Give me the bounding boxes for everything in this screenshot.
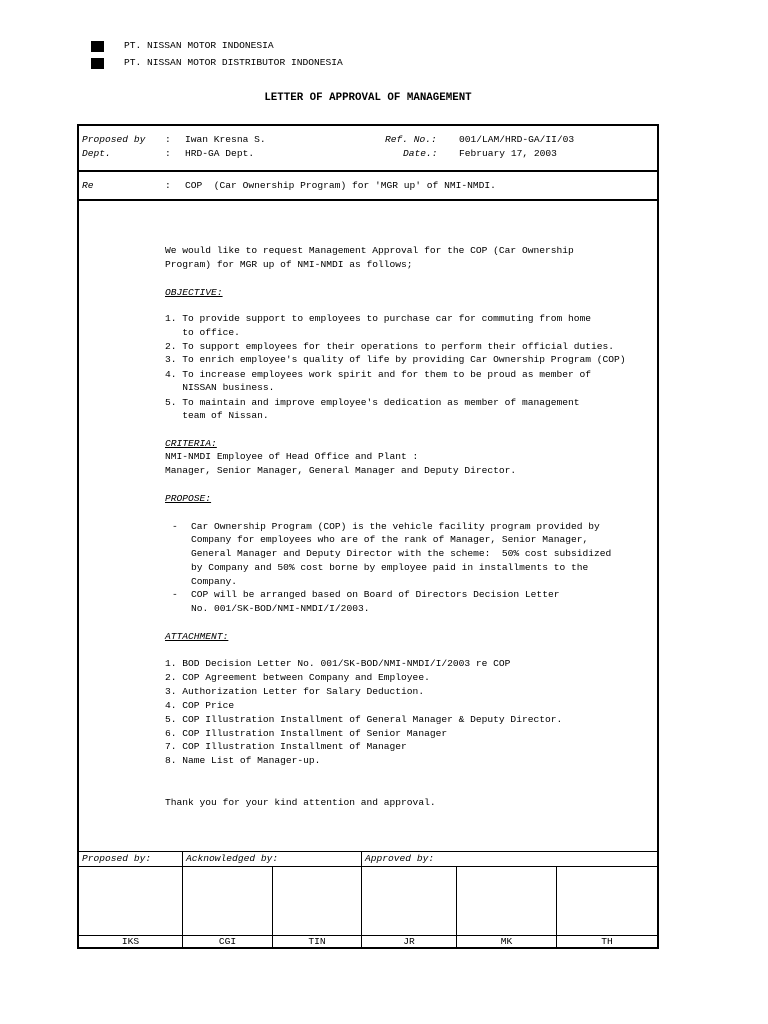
propose-heading: PROPOSE:	[165, 493, 212, 504]
page-title: LETTER OF APPROVAL OF MANAGEMENT	[264, 92, 472, 104]
propose-dash: -	[172, 521, 178, 532]
attachment-item: 6. COP Illustration Installment of Senior Manager	[165, 728, 448, 739]
colon: :	[165, 148, 171, 159]
objective-line: 5. To maintain and improve employee's dedication as member of management	[165, 397, 580, 408]
company-bullet-icon	[91, 58, 104, 69]
sig-header-divider	[77, 866, 659, 867]
ref-no-label: Ref. No.:	[385, 134, 437, 145]
sig-col-divider	[361, 851, 362, 948]
propose-line: Car Ownership Program (COP) is the vehicle facility program provided by	[191, 521, 600, 532]
objective-line: team of Nissan.	[165, 410, 269, 421]
sig-initials: TH	[601, 936, 613, 947]
propose-line: Company.	[191, 576, 238, 587]
proposed-by-value: Iwan Kresna S.	[185, 134, 266, 145]
objective-heading: OBJECTIVE:	[165, 287, 223, 298]
colon: :	[165, 180, 171, 191]
dept-label: Dept.	[82, 148, 111, 159]
attachment-item: 4. COP Price	[165, 700, 235, 711]
dept-value: HRD-GA Dept.	[185, 148, 255, 159]
propose-dash: -	[172, 589, 178, 600]
box-bottom-border	[77, 947, 659, 949]
sig-proposed-label: Proposed by:	[82, 853, 152, 864]
box-left-border	[77, 124, 79, 949]
attachment-heading: ATTACHMENT:	[165, 631, 229, 642]
sig-initials: TIN	[308, 936, 326, 947]
objective-line: NISSAN business.	[165, 382, 275, 393]
attachment-item: 5. COP Illustration Installment of General Manager & Deputy Director.	[165, 714, 563, 725]
attachment-item: 3. Authorization Letter for Salary Deduction.	[165, 686, 425, 697]
proposed-by-label: Proposed by	[82, 134, 146, 145]
sig-initials: IKS	[121, 936, 140, 947]
date-label: Date.:	[403, 148, 438, 159]
box-divider-2	[77, 199, 659, 201]
sig-initials: MK	[500, 936, 513, 947]
attachment-item: 7. COP Illustration Installment of Manager	[165, 741, 407, 752]
sig-initials: CGI	[218, 936, 237, 947]
company-name-1: PT. NISSAN MOTOR INDONESIA	[124, 40, 274, 51]
date-value: February 17, 2003	[459, 148, 557, 159]
criteria-line: Manager, Senior Manager, General Manager and Deputy Director.	[165, 465, 517, 476]
propose-line: General Manager and Deputy Director with the scheme: 50% cost subsidized	[191, 548, 612, 559]
attachment-item: 8. Name List of Manager-up.	[165, 755, 321, 766]
box-divider-1	[77, 170, 659, 172]
objective-line: to office.	[165, 327, 240, 338]
propose-line: COP will be arranged based on Board of Directors Decision Letter	[191, 589, 560, 600]
closing-text: Thank you for your kind attention and approval.	[165, 797, 436, 808]
re-value: COP (Car Ownership Program) for 'MGR up' of NMI-NMDI.	[185, 180, 496, 191]
company-name-2: PT. NISSAN MOTOR DISTRIBUTOR INDONESIA	[124, 57, 343, 68]
company-bullet-icon	[91, 41, 104, 52]
criteria-heading: CRITERIA:	[165, 438, 217, 449]
box-right-border	[657, 124, 659, 949]
objective-line: 2. To support employees for their operations to perform their official duties.	[165, 341, 615, 352]
sig-approved-label: Approved by:	[365, 853, 435, 864]
propose-line: Company for employees who are of the rank of Manager, Senior Manager,	[191, 534, 589, 545]
box-top-border	[77, 124, 659, 126]
objective-line: 3. To enrich employee's quality of life by providing Car Ownership Program (COP)	[165, 354, 626, 365]
intro-line-2: Program) for MGR up of NMI-NMDI as follows;	[165, 259, 413, 270]
sig-initials: JR	[403, 936, 415, 947]
re-label: Re	[82, 180, 94, 191]
criteria-line: NMI-NMDI Employee of Head Office and Plant :	[165, 451, 419, 462]
objective-line: 1. To provide support to employees to purchase car for commuting from home	[165, 313, 592, 324]
intro-line-1: We would like to request Management Approval for the COP (Car Ownership	[165, 245, 574, 256]
propose-line: No. 001/SK-BOD/NMI-NMDI/I/2003.	[191, 603, 370, 614]
sig-acknowledged-label: Acknowledged by:	[186, 853, 279, 864]
colon: :	[165, 134, 171, 145]
sig-col-divider	[182, 851, 183, 948]
attachment-item: 1. BOD Decision Letter No. 001/SK-BOD/NMI-NMDI/I/2003 re COP	[165, 658, 511, 669]
objective-line: 4. To increase employees work spirit and for them to be proud as member of	[165, 369, 592, 380]
ref-no-value: 001/LAM/HRD-GA/II/03	[459, 134, 575, 145]
propose-line: by Company and 50% cost borne by employee paid in installments to the	[191, 562, 589, 573]
attachment-item: 2. COP Agreement between Company and Employee.	[165, 672, 430, 683]
